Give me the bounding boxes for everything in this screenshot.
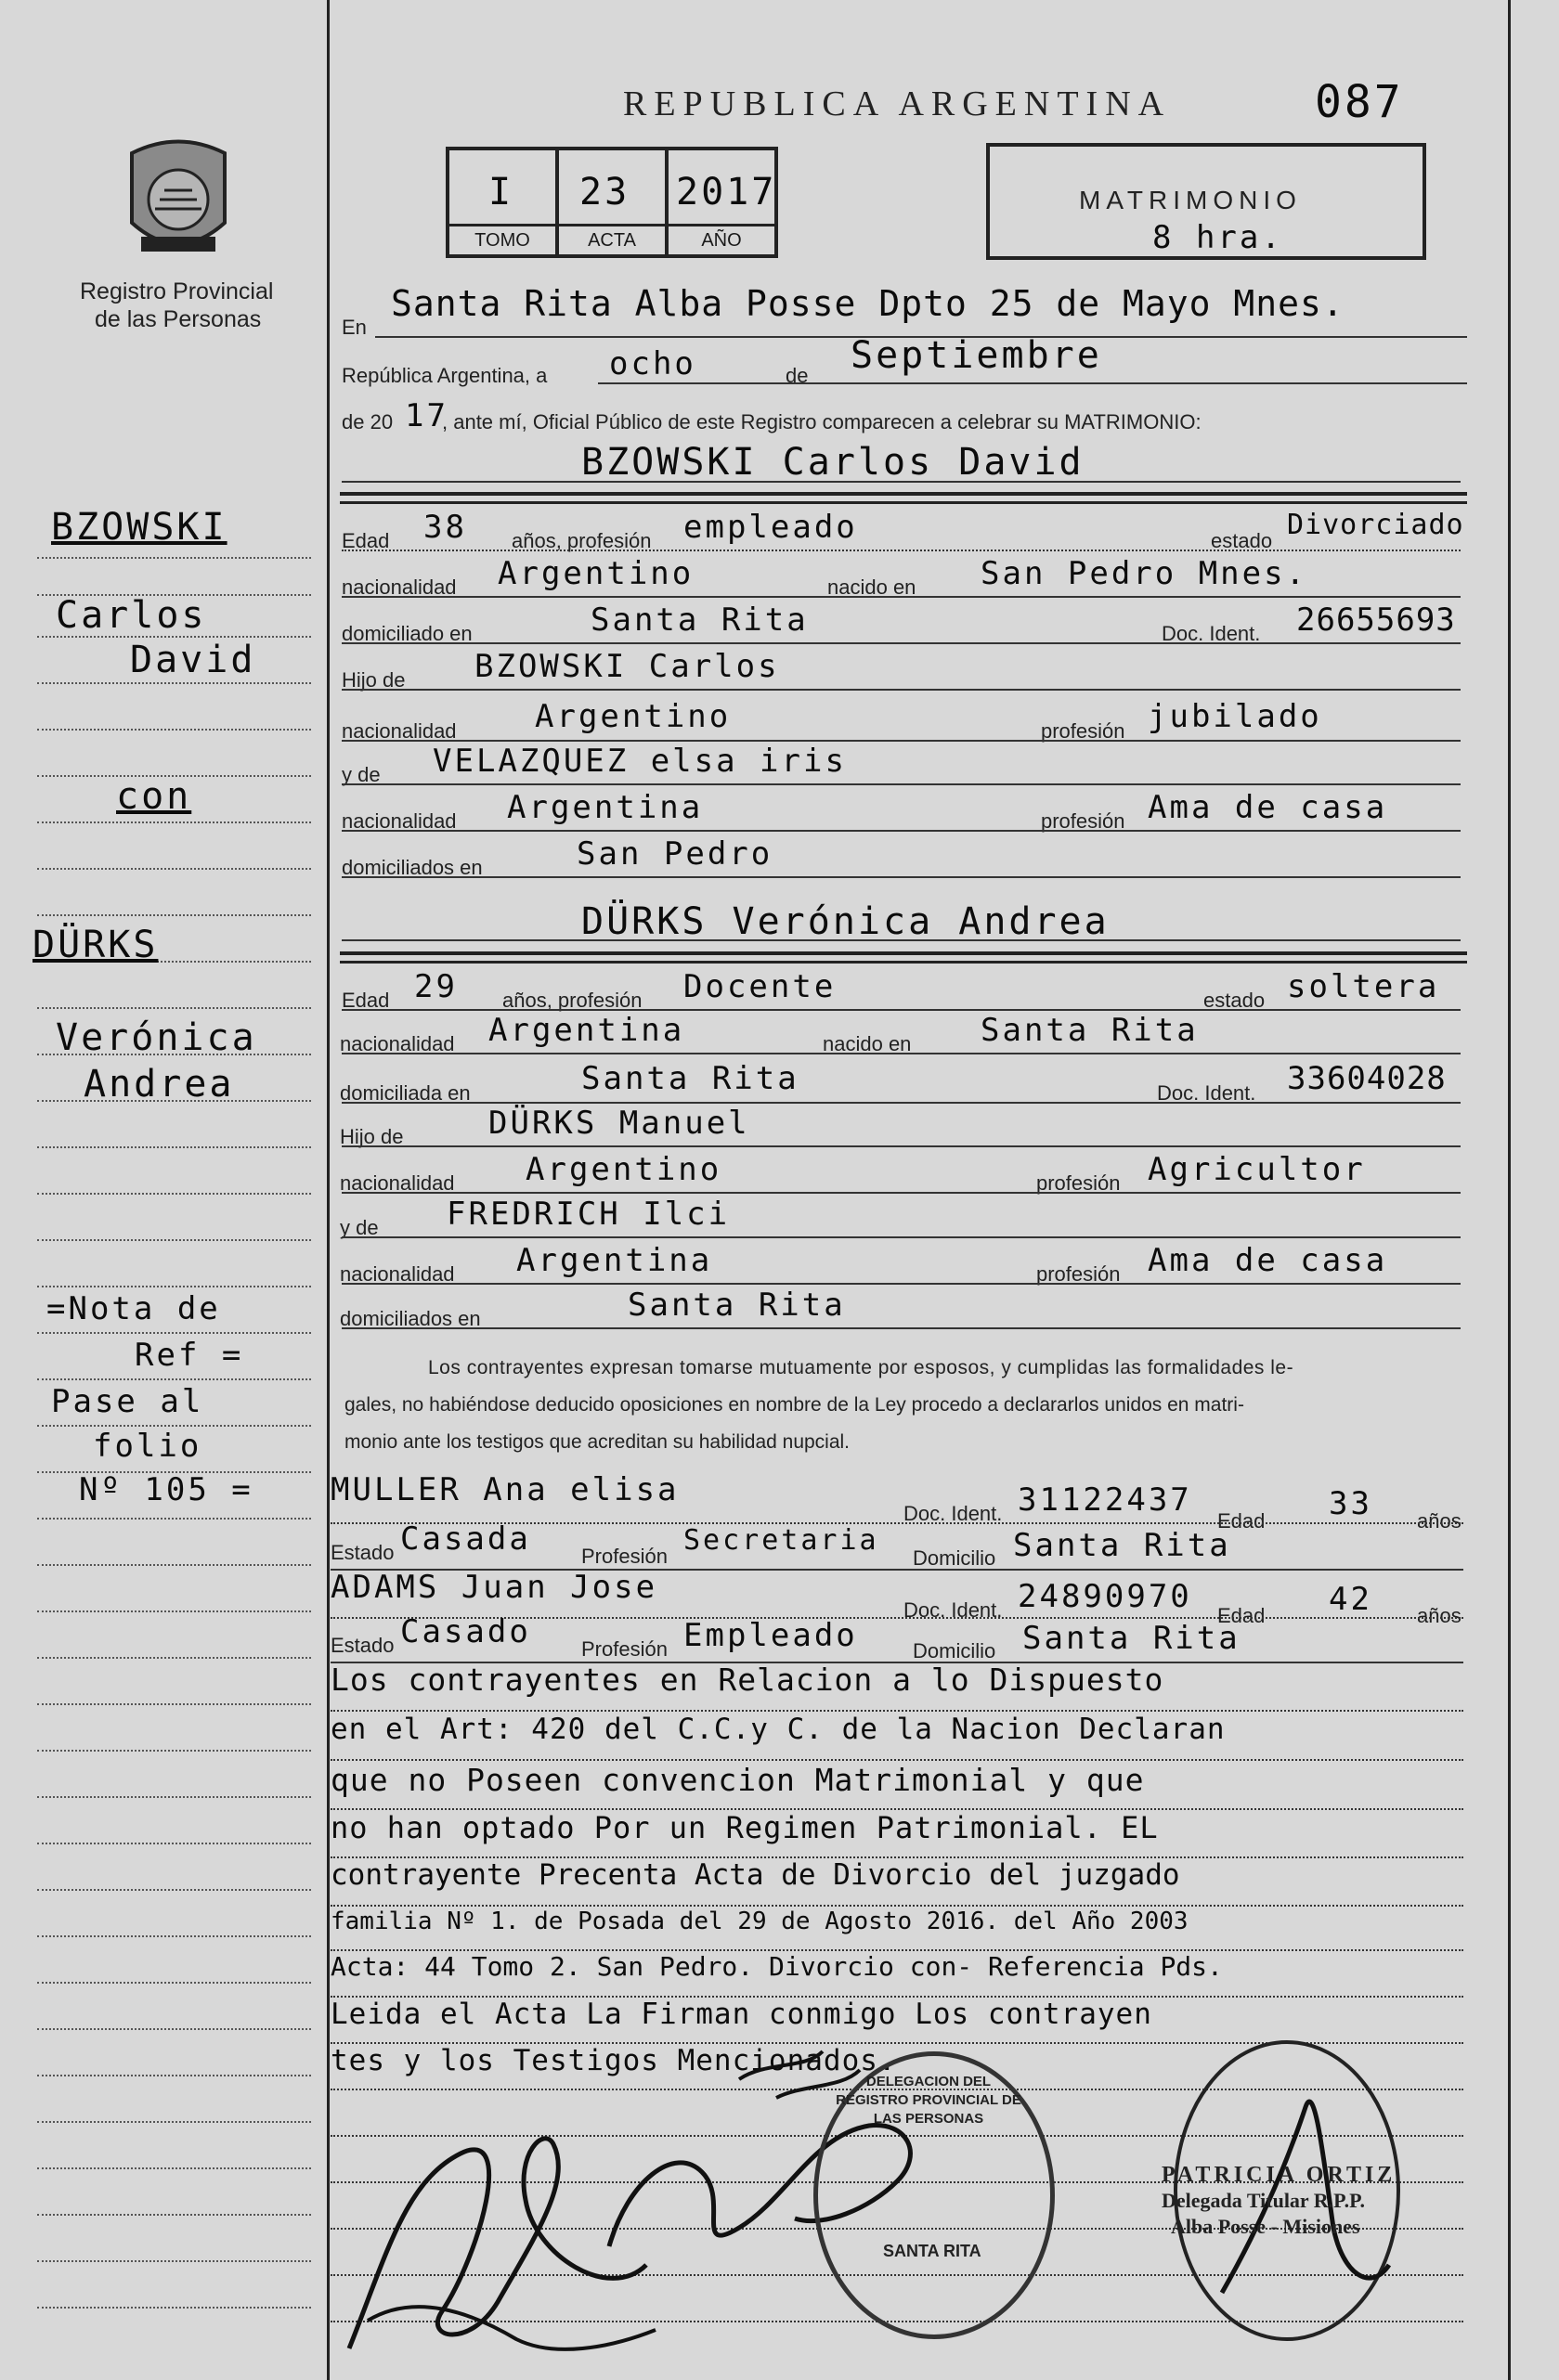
witness2-status: Casado [400,1613,531,1650]
bride-anos-label: años, profesión [502,989,643,1012]
bride-mother-prof: Ama de casa [1148,1242,1388,1279]
groom-parents-domicile: San Pedro [577,835,773,873]
note-line-6: familia Nº 1. de Posada del 29 de Agosto 2016. del Año 2003 [331,1908,1189,1935]
groom-anos-label: años, profesión [512,529,652,552]
witness1-anos-label: años [1417,1509,1462,1533]
margin-note5: Nº 105 = [79,1471,253,1508]
official-name: PATRICIA ORTIZ [1162,2163,1397,2187]
groom-domiciliados-label: domiciliados en [342,856,483,879]
record-type-box [986,143,1426,260]
country-title: REPUBLICA ARGENTINA [623,84,1172,123]
groom-domiciliado-label: domiciliado en [342,622,473,645]
bride-father-nat: Argentino [526,1151,722,1188]
groom-mother-prof: Ama de casa [1148,789,1388,826]
tomo-label: TOMO [449,224,555,254]
bride-age: 29 [414,968,458,1005]
bride-domicile: Santa Rita [581,1060,799,1097]
bride-father-prof: Agricultor [1148,1151,1366,1188]
appear-text: , ante mí, Oficial Público de este Registro comparecen a celebrar su MATRIMONIO: [442,410,1202,433]
groom-yde-label: y de [342,763,381,786]
margin-note4: folio [93,1428,202,1465]
witness2-domicile: Santa Rita [1022,1620,1241,1657]
round-stamp-text: DELEGACION DEL REGISTRO PROVINCIAL DE LAS PERSONAS [836,2074,1021,2127]
groom-doc: 26655693 [1296,601,1456,639]
note-line-8: Leida el Acta La Firman conmigo Los contrayen [331,1998,1152,2031]
folio-number: 087 [1315,76,1404,128]
record-type: MATRIMONIO [1079,186,1302,214]
groom-mother-prof-label: profesión [1041,809,1125,833]
witness2-name: ADAMS Juan Jose [331,1569,658,1606]
bride-status: soltera [1287,968,1440,1005]
margin-surname2: DÜRKS [32,924,159,966]
margin-con: con [116,775,192,818]
witness1-edad-label: Edad [1217,1509,1266,1533]
groom-mother-nat: Argentina [507,789,704,826]
note-line-9: tes y los Testigos Mencionados. [331,2044,897,2077]
bride-edad-label: Edad [342,989,390,1012]
bride-nationality: Argentina [488,1012,685,1049]
groom-father-prof: jubilado [1148,698,1322,735]
note-line-4: no han optado Por un Regimen Patrimonial. EL [331,1810,1159,1845]
witness1-profession: Secretaria [683,1524,879,1557]
bride-born: Santa Rita [981,1012,1199,1049]
groom-father: BZOWSKI Carlos [474,648,780,685]
place-value: Santa Rita Alba Posse Dpto 25 de Mayo Mnes. [391,283,1345,324]
groom-hijo-label: Hijo de [342,668,406,692]
de-label: de [786,364,809,387]
margin-given2b: Andrea [84,1063,235,1106]
acta-value: 23 [579,171,630,213]
groom-edad-label: Edad [342,529,390,552]
note-line-7: Acta: 44 Tomo 2. San Pedro. Divorcio con- Referencia Pds. [331,1951,1223,1982]
note-line-5: contrayente Precenta Acta de Divorcio del juzgado [331,1858,1180,1892]
bride-profession: Docente [683,968,837,1005]
groom-father-nat: Argentino [535,698,732,735]
record-time: 8 hra. [1152,219,1283,256]
year-suffix: 17 [405,397,448,434]
groom-profession: empleado [683,509,858,546]
groom-domicile: Santa Rita [591,601,809,639]
witness2-profesion-label: Profesión [581,1637,668,1661]
witness1-doc-label: Doc. Ident. [903,1502,1003,1525]
bride-father: DÜRKS Manuel [488,1105,750,1142]
witness1-age: 33 [1329,1485,1372,1522]
witness2-age: 42 [1329,1581,1372,1618]
witness1-name: MULLER Ana elisa [331,1471,680,1508]
margin-note2: Ref = [135,1337,244,1374]
witness1-domicilio-label: Domicilio [913,1546,996,1570]
bride-yde-label: y de [340,1216,379,1239]
margin-given2a: Verónica [56,1016,257,1059]
bride-mother-nat-label: nacionalidad [340,1262,455,1286]
groom-born: San Pedro Mnes. [981,555,1308,592]
witness1-domicile: Santa Rita [1013,1527,1231,1564]
round-stamp [813,2051,1055,2339]
month-value: Septiembre [851,334,1102,377]
en-label: En [342,316,367,339]
margin-note1: =Nota de [46,1290,221,1327]
witness2-doc-label: Doc. Ident. [903,1598,1003,1622]
groom-age: 38 [423,509,467,546]
day-value: ocho [609,345,696,382]
ano-label: AÑO [669,224,774,254]
bride-mother-nat: Argentina [516,1242,713,1279]
bride-mother: FREDRICH Ilci [447,1196,731,1233]
groom-nacido-label: nacido en [827,576,916,599]
tomo-box [446,147,559,258]
bride-parents-domicile: Santa Rita [628,1287,846,1324]
bride-estado-label: estado [1203,989,1266,1012]
margin-given1a: Carlos [56,594,207,637]
bride-name: DÜRKS Verónica Andrea [581,900,1110,943]
margin-column [0,0,327,2380]
declaration-line1: Los contrayentes expresan tomarse mutuamente por esposos, y cumplidas las formalidades le- [428,1357,1294,1378]
record-main [331,0,1508,2380]
bride-father-prof-label: profesión [1036,1171,1121,1195]
margin-given1b: David [130,639,256,681]
declaration-line2: gales, no habiéndose deducido oposiciones en nombre de la Ley procedo a declararlos unidos en matri- [344,1394,1244,1416]
provincial-seal-icon [123,135,234,265]
groom-mother-nat-label: nacionalidad [342,809,457,833]
bride-father-nat-label: nacionalidad [340,1171,455,1195]
witness1-estado-label: Estado [331,1541,395,1564]
bride-doc-label: Doc. Ident. [1157,1081,1256,1105]
groom-estado-label: estado [1211,529,1273,552]
republic-label: República Argentina, a [342,364,548,387]
groom-mother: VELAZQUEZ elsa iris [433,743,847,780]
year-prefix: de 20 [342,410,394,433]
witness2-edad-label: Edad [1217,1604,1266,1627]
groom-doc-label: Doc. Ident. [1162,622,1261,645]
groom-status: Divorciado [1287,509,1464,541]
witness2-doc: 24890970 [1018,1578,1192,1615]
bride-domiciliados-label: domiciliados en [340,1307,481,1330]
witness2-domicilio-label: Domicilio [913,1639,996,1662]
groom-father-nat-label: nacionalidad [342,719,457,743]
witness1-profesion-label: Profesión [581,1545,668,1568]
bride-hijo-label: Hijo de [340,1125,404,1148]
official-title: Delegada Titular R.P.P. [1162,2189,1366,2212]
official-location: Alba Posse - Misiones [1171,2215,1360,2238]
groom-name: BZOWSKI Carlos David [581,441,1085,484]
bride-mother-prof-label: profesión [1036,1262,1121,1286]
witness1-doc: 31122437 [1018,1481,1192,1519]
bride-doc: 33604028 [1287,1060,1447,1097]
groom-nacionalidad-label: nacionalidad [342,576,457,599]
acta-box [555,147,669,258]
registry-name-line2: de las Personas [95,306,262,332]
margin-surname1: BZOWSKI [51,506,227,549]
bride-domiciliada-label: domiciliada en [340,1081,471,1105]
witness2-estado-label: Estado [331,1634,395,1657]
declaration-line3: monio ante los testigos que acreditan su habilidad nupcial. [344,1431,851,1453]
margin-note3: Pase al [51,1383,204,1420]
ano-value: 2017 [676,171,777,213]
witness2-anos-label: años [1417,1604,1462,1627]
groom-father-prof-label: profesión [1041,719,1125,743]
tomo-value: I [488,171,514,213]
bride-nacionalidad-label: nacionalidad [340,1032,455,1055]
note-line-2: en el Art: 420 del C.C.y C. de la Nacion Declaran [331,1713,1226,1746]
registry-name-line1: Registro Provincial [80,278,274,304]
round-stamp-center: SANTA RITA [883,2242,981,2260]
groom-nationality: Argentino [498,555,695,592]
acta-label: ACTA [559,224,665,254]
witness1-status: Casada [400,1520,531,1558]
witness2-profession: Empleado [683,1617,858,1654]
bride-nacido-label: nacido en [823,1032,912,1055]
note-line-1: Los contrayentes en Relacion a lo Dispuesto [331,1662,1164,1698]
note-line-3: que no Poseen convencion Matrimonial y que [331,1762,1145,1798]
ano-box [665,147,778,258]
